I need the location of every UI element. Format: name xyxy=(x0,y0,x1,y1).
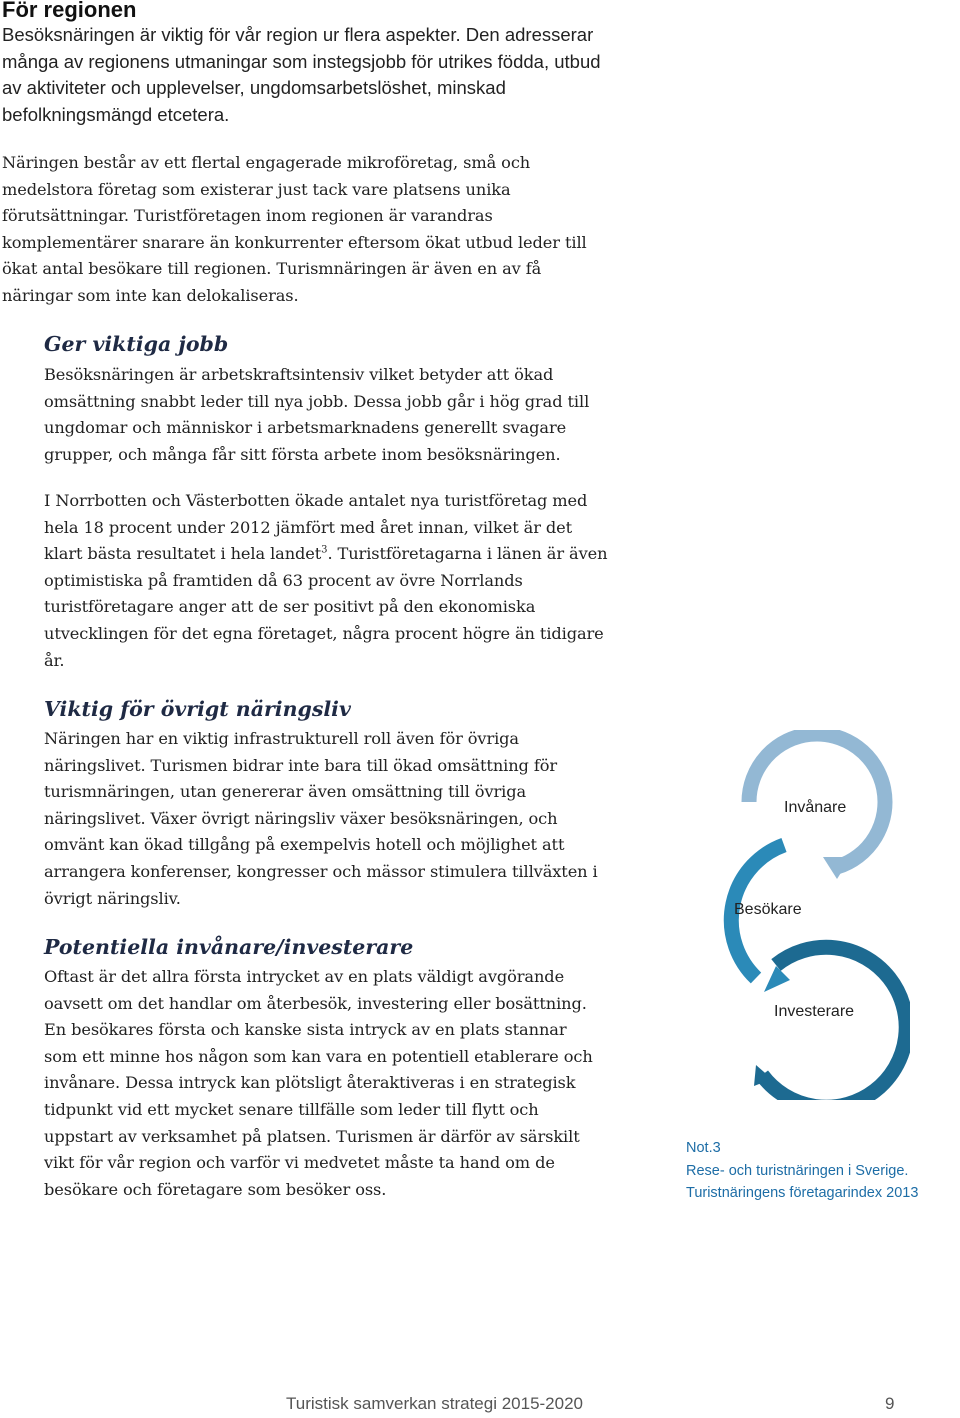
text-line: hela 18 procent under 2012 jämfört med året innan, vilket är det xyxy=(44,517,573,537)
text-line: optimistiska på framtiden då 63 procent av övre Norrlands xyxy=(44,570,523,590)
text-line: oavsett om det handlar om återbesök, investering eller bosättning. xyxy=(44,993,587,1013)
text-line: förutsättningar. Turistföretagen inom regionen är varandras xyxy=(2,206,493,226)
section-title-jobs: Ger viktiga jobb xyxy=(44,332,229,356)
potential-paragraph xyxy=(44,964,684,1203)
text-segment: . Turistföretagarna i länen är även xyxy=(327,544,608,564)
text-line: omvänt kan ökad tillgång på exempelvis hotell och möjlighet att xyxy=(44,835,565,855)
text-line: invånare. Dessa intryck kan plötsligt återaktiveras i en strategisk xyxy=(44,1073,576,1093)
text-segment: klart bästa resultatet i hela landet xyxy=(44,544,322,564)
text-line: många av regionens utmaningar som instegsjobb för utrikes födda, utbud xyxy=(2,50,601,72)
text-line: besökare och företagare som besöker oss. xyxy=(44,1179,387,1199)
text-line: Besöksnäringen är viktig för vår region ur flera aspekter. Den adresserar xyxy=(2,24,594,45)
text-line: vikt för vår region och varför vi medvetet måste ta hand om de xyxy=(44,1153,555,1173)
text-line: år. xyxy=(44,650,65,670)
text-line: grupper, och många får sitt första arbete inom besöksnäringen. xyxy=(44,444,561,464)
jobs-paragraph-1 xyxy=(44,362,684,468)
note-source-line: Turistnäringens företagarindex 2013 xyxy=(686,1185,919,1201)
text-line: uppstart av verksamhet på platsen. Turismen är därför av särskilt xyxy=(44,1126,580,1146)
label-invanare: Invånare xyxy=(784,799,847,816)
text-line: En besökares första och kanske sista intryck av en plats stannar xyxy=(44,1020,567,1040)
text-line: tidpunkt vid ett mycket senare tillfälle som leder till flytt och xyxy=(44,1099,539,1119)
text-line: Besöksnäringen är arbetskraftsintensiv vilket betyder att ökad xyxy=(44,365,554,384)
text-line: av aktiviteter och upplevelser, ungdomsarbetslöshet, minskad xyxy=(2,77,506,99)
note-label: Not.3 xyxy=(686,1140,721,1156)
footnote-reference: 3 xyxy=(321,544,328,556)
cycle-diagram xyxy=(690,730,910,1100)
text-line: ungdomar och människor i arbetsmarknadens generellt svagare xyxy=(44,418,567,438)
text-line: arrangera konferenser, kongresser och mässor stimulera tillväxten i xyxy=(44,861,598,881)
text-line: I Norrbotten och Västerbotten ökade antalet nya turistföretag med xyxy=(44,491,588,510)
text-line: turismnäringen, utan genererar även omsättning till övriga xyxy=(44,782,527,802)
jobs-paragraph-2 xyxy=(44,488,684,674)
business-paragraph xyxy=(44,726,684,912)
label-besokare: Besökare xyxy=(734,901,802,918)
text-line: befolkningsmängd etcetera. xyxy=(2,103,230,125)
footer-title: Turistisk samverkan strategi 2015-2020 xyxy=(286,1394,584,1413)
text-line: utvecklingen för det egna företaget, några procent högre än tidigare xyxy=(44,623,604,643)
page-heading: För regionen xyxy=(2,0,137,22)
text-line: Näringen har en viktig infrastrukturell roll även för övriga xyxy=(44,729,519,748)
text-line: näringslivet. Växer övrigt näringsliv växer besöksnäringen, och xyxy=(44,808,558,828)
text-line: näringslivet. Turismen bidrar inte bara till ökad omsättning för xyxy=(44,755,558,775)
text-line: medelstora företag som existerar just tack vare platsens unika xyxy=(2,179,511,199)
section-title-potential: Potentiella invånare/investerare xyxy=(44,935,414,959)
page-number: 9 xyxy=(885,1394,895,1413)
cycle-arc-bottom xyxy=(762,947,906,1100)
text-line: som ett minne hos någon som kan vara en potentiell etablerare och xyxy=(44,1046,593,1066)
label-investerare: Investerare xyxy=(774,1003,855,1020)
text-line: näringar som inte kan delokaliseras. xyxy=(2,285,299,305)
source-note xyxy=(686,1137,958,1205)
text-line: Oftast är det allra första intrycket av en plats väldigt avgörande xyxy=(44,967,565,986)
text-line: ökat antal besökare till regionen. Turismnäringen är även en av få xyxy=(2,259,542,279)
text-line: omsättning snabbt leder till nya jobb. Dessa jobb går i hög grad till xyxy=(44,391,590,411)
text-line-with-footnote xyxy=(44,541,684,568)
text-line: komplementärer snarare än konkurrenter eftersom ökat utbud leder till xyxy=(2,232,587,252)
text-line: Näringen består av ett flertal engagerade mikroföretag, små och xyxy=(2,153,531,172)
text-line: övrigt näringsliv. xyxy=(44,888,181,908)
industry-paragraph xyxy=(2,150,702,310)
intro-paragraph xyxy=(2,22,702,128)
note-source-line: Rese- och turistnäringen i Sverige. xyxy=(686,1162,909,1179)
section-title-business: Viktig för övrigt näringsliv xyxy=(44,697,351,721)
text-line: turistföretagare anger att de ser positivt på den ekonomiska xyxy=(44,597,536,617)
arrowhead-middle xyxy=(764,966,790,992)
